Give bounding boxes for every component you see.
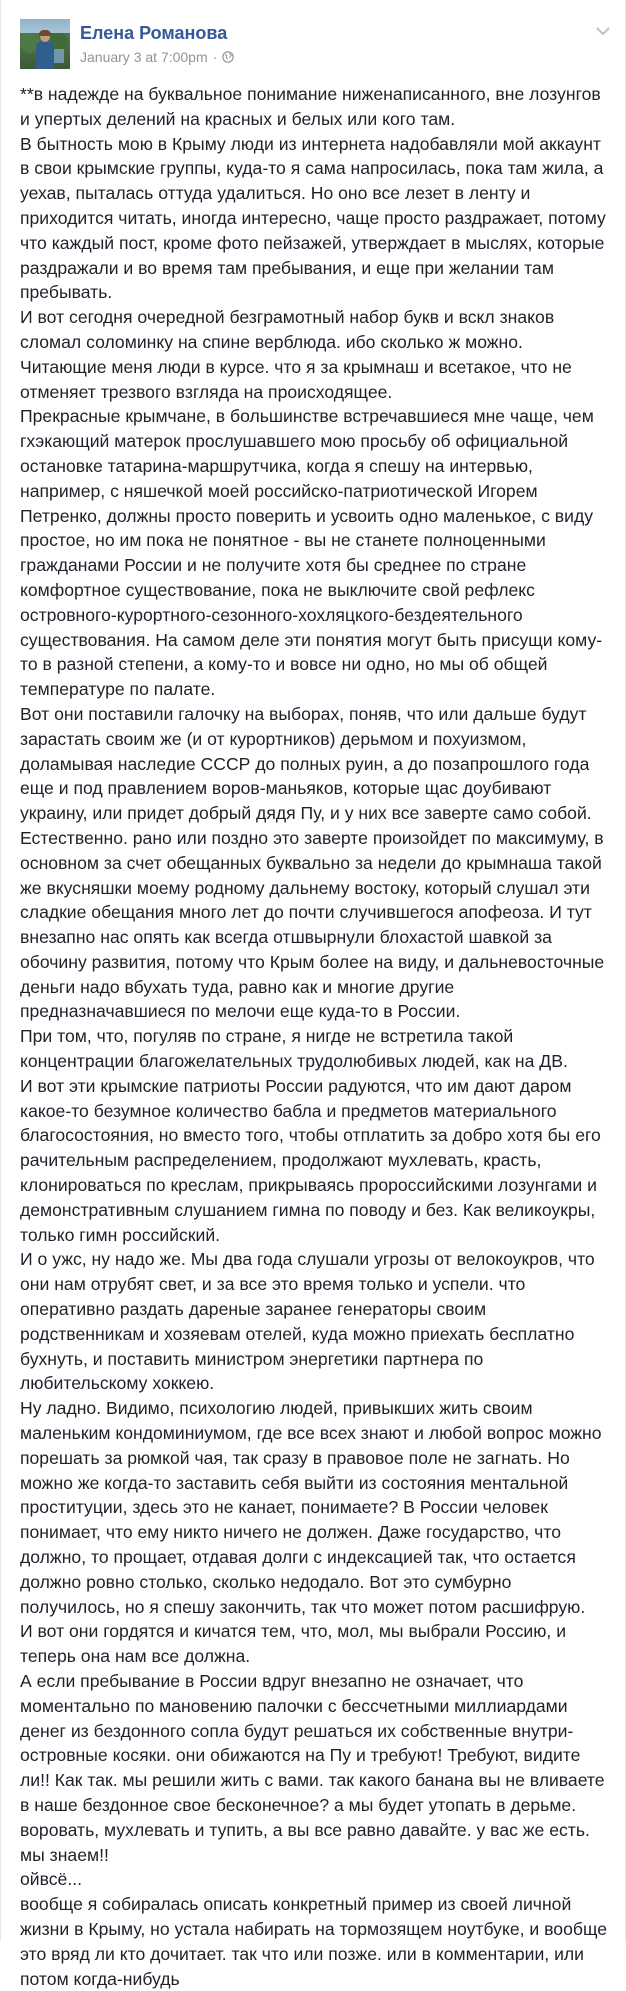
globe-icon[interactable] bbox=[222, 51, 234, 63]
avatar-person-hair bbox=[39, 30, 51, 36]
chevron-down-icon[interactable] bbox=[593, 21, 613, 41]
post-body bbox=[20, 82, 610, 1991]
post-timestamp[interactable]: January 3 at 7:00pm bbox=[80, 49, 208, 65]
avatar-accent bbox=[54, 49, 64, 63]
post-paragraph: И вот эти крымские патриоты России радуются, что им дают даром какое-то безумное количество бабла и предметов материального благосостояния, но вместо того, чтобы отплатить за добро хотя бы его рачительным распределением, продолжают мухлевать, красть, клонироваться по креслам, прикрываясь пророссийскими лозунгами и демонстративным слушанием гимна по поводу и без. Как великоукры, только гимн российский. bbox=[20, 1075, 601, 1245]
post-paragraph: ойвсё... bbox=[20, 1869, 83, 1890]
post-paragraph: И о ужс, ну надо же. Мы два года слушали угрозы от велокоукров, что они нам отрубят свет, и за все это время только и успели. что оперативно раздать дареные заранее генераторы своим родственникам и хозяевам отелей, куда можно приехать бесплатно бухнуть, и поставить министром энергетики партнера по любительскому хоккею. bbox=[20, 1249, 595, 1394]
post-paragraph: Прекрасные крымчане, в большинстве встречавшиеся мне чаще, чем гхэкающий матерок прослушавшего мою просьбу об официальной остановке татарина-маршрутчика, когда я спешу на интервью, например, с няшечкой моей российско-патриотической Игорем Петренко, должны просто поверить и усвоить одно маленькое, с виду простое, но им пока не понятное - вы не станете полноценными гражданами России и не получите хотя бы среднее по стране комфортное существование, пока не выключите свой рефлекс островного-курортного-сезонного-хохляцкого-бездеятельного существования. На самом деле эти понятия могут быть присущи кому-то в разной степени, а кому-то и вовсе ни одно, но мы об общей температуре по палате. bbox=[20, 406, 603, 700]
author-avatar[interactable] bbox=[20, 19, 70, 69]
post-paragraph: И вот сегодня очередной безграмотный набор букв и вскл знаков сломал соломинку на спине верблюда. ибо сколько ж можно. bbox=[20, 307, 555, 352]
post-paragraph: Вот они поставили галочку на выборах, поняв, что или дальше будут зарастать своим же (и от курортников) дерьмом и похуизмом, доламывая наследие СССР до полных руин, а до позапрошлого года еще и под правлением воров-маньяков, которые щас доубивают украину, или придет добрый дядя Пу, и у них все заверте само собой. bbox=[20, 703, 592, 824]
post-paragraph: **в надежде на буквальное понимание ниженаписанного, вне лозунгов и упертых делений на красных и белых или кого там. bbox=[20, 84, 601, 129]
post-paragraph: И вот они гордятся и кичатся тем, что, мол, мы выбрали Россию, и теперь она нам все должна. bbox=[20, 1621, 567, 1667]
avatar-person-body bbox=[36, 41, 54, 69]
post-paragraph: вообще я собиралась описать конкретный пример из своей личной жизни в Крыму, но устала набирать на тормозящем ноутбуке, и вообще это вряд ли кто дочитает. так что или позже. или в комментарии, или потом когда-нибудь bbox=[20, 1894, 608, 1989]
post-paragraph: Ну ладно. Видимо, психологию людей, привыкших жить своим маленьким кондоминиумом, где все всех знают и любой вопрос можно порешать за рюмкой чая, так сразу в правовое поле не загнать. Но можно же когда-то заставить себя выйти из состояния ментальной проституции, здесь это не канает, понимаете? В России человек понимает, что ему никто ничего не должен. Даже государство, что должно, то прощает, отдавая долги с индексацией так, что остается должно ровно столько, сколько недодало. Вот это сумбурно получилось, но я спешу закончить, так что может потом расшифрую. bbox=[20, 1398, 602, 1617]
post-paragraph: А если пребывание в России вдруг внезапно не означает, что моментально по мановению палочки с бессчетными миллиардами денег из бездонного сопла будут решаться их собственные внутри-островные косяки. они обижаются на Пу и требуют! Требуют, видите ли!! Как так. мы решили жить с вами. так какого банана вы не вливаете в наше бездонное свое бесконечное? а мы будет утопать в дерьме. воровать, мухлевать и тупить, а вы все равно давайте. у вас же есть. мы знаем!! bbox=[20, 1671, 605, 1865]
post-paragraph: При том, что, погуляв по стране, я нигде не встретила такой концентрации благожелательных трудолюбивых людей, как на ДВ. bbox=[20, 1026, 568, 1072]
post-meta bbox=[80, 48, 234, 66]
post-header bbox=[20, 19, 610, 71]
avatar-person bbox=[36, 31, 54, 69]
author-name[interactable]: Елена Романова bbox=[80, 23, 228, 43]
post-paragraph: В бытность мою в Крыму люди из интернета надобавляли мой аккаунт в свои крымские группы, куда-то я сама напросилась, пока там жила, а уехав, пыталась оттуда удалиться. Но оно все лезет в ленту и приходится читать, иногда интересно, чаще просто раздражает, потому что каждый пост, кроме фото пейзажей, утверждает в мыслях, которые раздражали и во время там пребывания, и еще при желании там пребывать. bbox=[20, 133, 606, 303]
meta-separator: · bbox=[212, 49, 218, 65]
post-paragraph: Естественно. рано или поздно это заверте произойдет по максимуму, в основном за счет обещанных буквально за недели до крымнаша такой же вкусняшки моему родному дальнему востоку, который слушал эти сладкие обещания много лет до почти случившегося апофеоза. И тут внезапно нас опять как всегда отшвырнули блохастой шавкой за обочину развития, потому что Крым более на виду, и дальневосточные деньги надо вбухать туда, равно как и многие другие предназначавшиеся по мелочи еще куда-то в России. bbox=[20, 827, 605, 1022]
post-paragraph: Читающие меня люди в курсе. что я за крымнаш и всетакое, что не отменяет трезвого взгляда на происходящее. bbox=[20, 356, 572, 402]
